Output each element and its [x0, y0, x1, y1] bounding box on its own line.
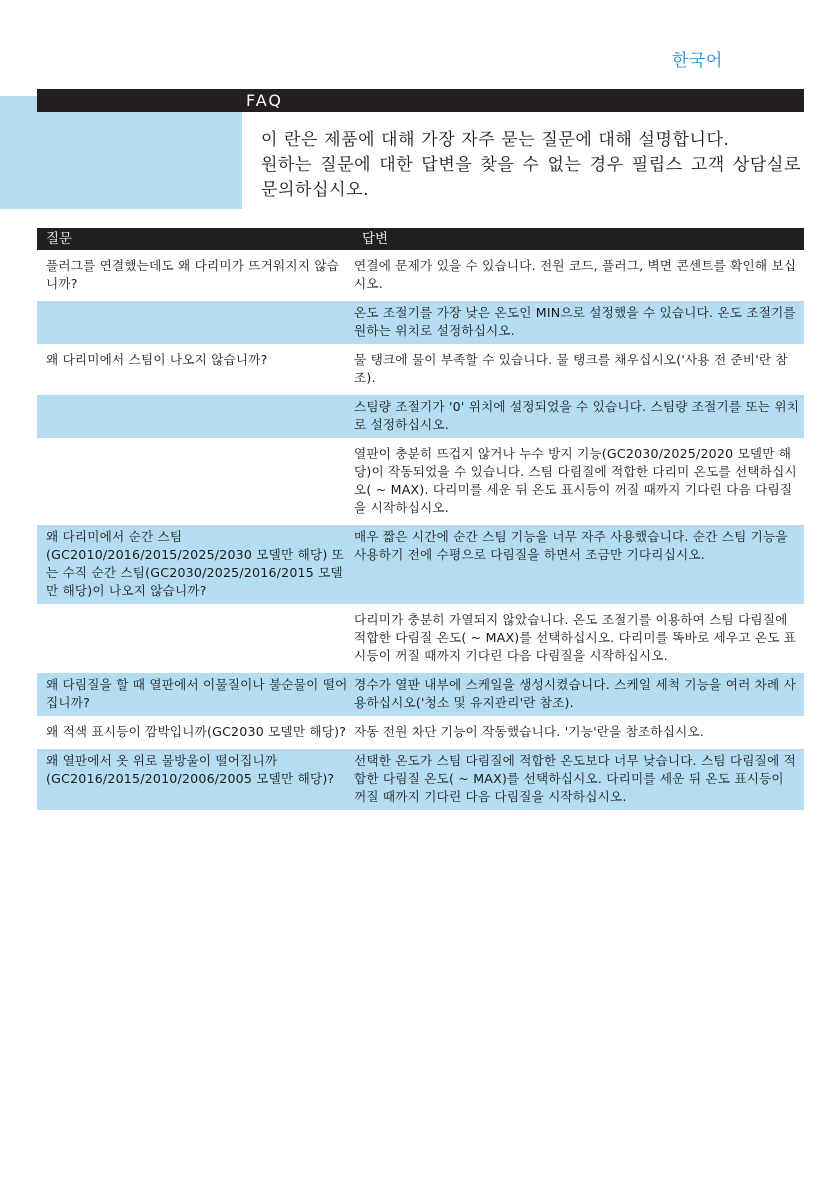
question-cell: 왜 다리미에서 스팀이 나오지 않습니까?: [46, 352, 268, 367]
intro-line-1: 이 란은 제품에 대해 가장 자주 묻는 질문에 대해 설명합니다.: [261, 130, 730, 150]
table-row: [37, 749, 804, 810]
section-title: FAQ: [246, 91, 283, 110]
table-row: [37, 442, 804, 521]
question-cell: [37, 442, 354, 521]
table-row: [37, 395, 804, 438]
table-row: [37, 525, 804, 604]
question-cell: 왜 적색 표시등이 깜박입니까(GC2030 모델만 해당)?: [46, 724, 347, 739]
question-cell: 왜 열판에서 옷 위로 물방울이 떨어집니까(GC2016/2015/2010/2006/2005 모델만 해당)?: [37, 749, 354, 810]
answer-cell: 매우 짧은 시간에 순간 스팀 기능을 너무 자주 사용했습니다. 순간 스팀 기능을 사용하기 전에 수평으로 다림질을 하면서 조금만 기다리십시오.: [354, 525, 804, 604]
question-cell: [37, 608, 354, 669]
answer-cell: 자동 전원 차단 기능이 작동했습니다. '기능'란을 참조하십시오.: [354, 724, 705, 739]
table-row: [37, 720, 804, 745]
answer-cell: 물 탱크에 물이 부족할 수 있습니다. 물 탱크를 채우십시오('사용 전 준비'란 참조).: [354, 352, 788, 385]
decorative-blue-block: [0, 96, 242, 209]
intro-paragraph: [261, 128, 801, 203]
question-cell: 플러그를 연결했는데도 왜 다리미가 뜨거워지지 않습니까?: [46, 258, 340, 291]
answer-cell: 다리미가 충분히 가열되지 않았습니다. 온도 조절기를 이용하여 스팀 다림질에 적합한 다림질 온도( ~ MAX)를 선택하십시오. 다리미를 똑바로 세우고 온도 표시등이 꺼질 때까지 기다린 다음 다림질을 시작하십시오.: [354, 612, 797, 663]
answer-cell: 선택한 온도가 스팀 다림질에 적합한 온도보다 너무 낮습니다. 스팀 다림질에 적합한 다림질 온도( ~ MAX)를 선택하십시오. 다리미를 세운 뒤 온도 표시등이 꺼질 때까지 기다린 다음 다림질을 시작하십시오.: [354, 749, 804, 810]
language-label: 한국어: [672, 51, 723, 71]
table-row: [37, 254, 804, 297]
table-row: [37, 348, 804, 391]
answer-cell: 스팀량 조절기가 '0' 위치에 설정되었을 수 있습니다. 스팀량 조절기를 또는 위치로 설정하십시오.: [354, 395, 804, 438]
answer-cell: 경수가 열판 내부에 스케일을 생성시켰습니다. 스케일 세척 기능을 여러 차례 사용하십시오('청소 및 유지관리'란 참조).: [354, 673, 804, 716]
answer-cell: 온도 조절기를 가장 낮은 온도인 MIN으로 설정했을 수 있습니다. 온도 조절기를 원하는 위치로 설정하십시오.: [354, 301, 804, 344]
answer-cell: 연결에 문제가 있을 수 있습니다. 전원 코드, 플러그, 벽면 콘센트를 확인해 보십시오.: [354, 258, 797, 291]
question-cell: 왜 다림질을 할 때 열판에서 이물질이나 불순물이 떨어집니까?: [37, 673, 354, 716]
table-row: [37, 673, 804, 716]
answer-cell: 열판이 충분히 뜨겁지 않거나 누수 방지 기능(GC2030/2025/2020 모델만 해당)이 작동되었을 수 있습니다. 스팀 다림질에 적합한 다리미 온도를 선택하십시오( ~ MAX). 다리미를 세운 뒤 온도 표시등이 꺼질 때까지 기다린 다음 다림질을 시작하십시오.: [354, 446, 797, 515]
table-row: [37, 608, 804, 669]
table-row: [37, 301, 804, 344]
table-header: [37, 228, 804, 250]
question-cell: 왜 다리미에서 순간 스팀(GC2010/2016/2015/2025/2030 모델만 해당) 또는 수직 순간 스팀(GC2030/2025/2016/2015 모델만 해당)이 나오지 않습니까?: [37, 525, 354, 604]
question-cell: [37, 395, 354, 438]
column-header-question: 질문: [46, 231, 73, 247]
intro-line-2: 원하는 질문에 대한 답변을 찾을 수 없는 경우 필립스 고객 상담실로 문의하십시오.: [261, 155, 801, 200]
column-header-answer: 답변: [362, 231, 389, 247]
question-cell: [37, 301, 354, 344]
faq-table: [37, 228, 804, 810]
section-header-bar: [37, 89, 804, 112]
